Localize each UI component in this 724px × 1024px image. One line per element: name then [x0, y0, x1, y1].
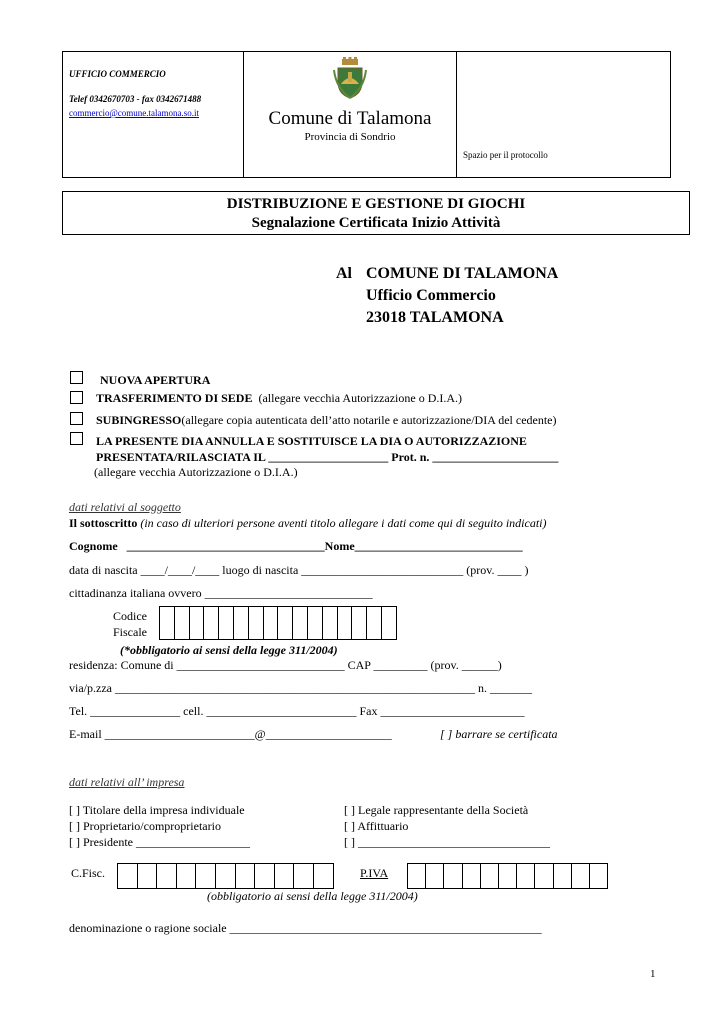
impresa-option-titolare[interactable]: [ ] Titolare della impresa individuale	[69, 803, 245, 817]
sottoscritto-note: (in caso di ulteriori persone aventi titolo allegare i dati come qui di seguito indicati)	[140, 516, 547, 530]
checkbox-nuova-apertura[interactable]	[70, 371, 83, 384]
option-trasferimento-note: (allegare vecchia Autorizzazione o D.I.A.)	[258, 391, 463, 405]
impresa-cf-boxes[interactable]	[117, 863, 334, 889]
char-box[interactable]	[216, 864, 236, 888]
office-phone: Telef 0342670703 - fax 0342671488	[69, 94, 202, 104]
document-title: DISTRIBUZIONE E GESTIONE DI GIOCHI	[226, 196, 526, 212]
char-box[interactable]	[314, 864, 334, 888]
sottoscritto-label: Il sottoscritto	[69, 516, 138, 530]
option-annulla-line1: LA PRESENTE DIA ANNULLA E SOSTITUISCE LA DIA O AUTORIZZAZIONE	[96, 434, 527, 448]
document-title-box	[62, 191, 690, 235]
cfisc-label: C.Fisc.	[71, 866, 106, 880]
char-box[interactable]	[426, 864, 444, 888]
char-box[interactable]	[367, 607, 382, 639]
char-box[interactable]	[338, 607, 353, 639]
char-box[interactable]	[408, 864, 426, 888]
nome-field[interactable]: ____________________________	[354, 539, 523, 553]
char-box[interactable]	[308, 607, 323, 639]
protocollo-space: Spazio per il protocollo	[463, 150, 548, 160]
comune-name: Comune di Talamona	[268, 108, 432, 129]
char-box[interactable]	[572, 864, 590, 888]
impresa-option-presidente[interactable]: [ ] Presidente ___________________	[69, 835, 250, 849]
char-box[interactable]	[554, 864, 572, 888]
nome-label: Nome	[324, 539, 355, 553]
char-box[interactable]	[138, 864, 158, 888]
section-heading-impresa: dati relativi all’ impresa	[69, 775, 185, 789]
impresa-option-legale[interactable]: [ ] Legale rappresentante della Società	[344, 803, 529, 817]
option-annulla-note: (allegare vecchia Autorizzazione o D.I.A.)	[94, 465, 298, 479]
impresa-note: (obbligatorio ai sensi della legge 311/2004)	[207, 889, 418, 903]
header-box	[62, 51, 671, 178]
char-box[interactable]	[444, 864, 462, 888]
char-box[interactable]	[499, 864, 517, 888]
option-trasferimento-label: TRASFERIMENTO DI SEDE	[96, 391, 253, 405]
char-box[interactable]	[264, 607, 279, 639]
codice-fiscale-boxes[interactable]	[159, 606, 397, 640]
impresa-option-affittuario[interactable]: [ ] Affittuario	[344, 819, 409, 833]
codice-label: Codice	[113, 609, 147, 623]
checkbox-subingresso[interactable]	[70, 412, 83, 425]
option-subingresso-label: SUBINGRESSO	[96, 413, 182, 427]
codice-fiscale-note: (*obbligatorio ai sensi della legge 311/2004)	[120, 643, 338, 657]
via-field[interactable]: via/p.zza ____________________________________________________________ n. _______	[69, 681, 532, 695]
char-box[interactable]	[255, 864, 275, 888]
nascita-field[interactable]: data di nascita ____/____/____ luogo di nascita ___________________________ (prov. ____ )	[69, 563, 529, 577]
fiscale-label: Fiscale	[113, 625, 147, 639]
char-box[interactable]	[175, 607, 190, 639]
cognome-nome-line[interactable]	[69, 539, 523, 554]
tel-field[interactable]: Tel. _______________ cell. _________________________ Fax ________________________	[69, 704, 525, 718]
recipient-line3: 23018 TALAMONA	[366, 309, 504, 326]
impresa-option-altro[interactable]: [ ] ________________________________	[344, 835, 550, 849]
recipient-address	[336, 263, 558, 329]
codice-fiscale-label	[113, 608, 147, 640]
char-box[interactable]	[323, 607, 338, 639]
recipient-line2: Ufficio Commercio	[366, 287, 496, 304]
cognome-field[interactable]: _________________________________	[126, 539, 325, 553]
piva-boxes[interactable]	[407, 863, 608, 889]
email-field[interactable]: E-mail _________________________@_____________________	[69, 727, 392, 741]
char-box[interactable]	[382, 607, 397, 639]
header-office-cell	[63, 52, 244, 177]
char-box[interactable]	[234, 607, 249, 639]
office-name: UFFICIO COMMERCIO	[69, 69, 166, 79]
char-box[interactable]	[219, 607, 234, 639]
recipient-prefix: Al	[336, 265, 352, 282]
char-box[interactable]	[294, 864, 314, 888]
char-box[interactable]	[535, 864, 553, 888]
header-comune-cell	[244, 52, 457, 177]
char-box[interactable]	[177, 864, 197, 888]
option-annulla-line2: PRESENTATA/RILASCIATA IL ____________________ Prot. n. _____________________	[96, 450, 559, 464]
char-box[interactable]	[249, 607, 264, 639]
page-number: 1	[650, 968, 656, 980]
char-box[interactable]	[590, 864, 608, 888]
provincia-name: Provincia di Sondrio	[304, 131, 396, 143]
char-box[interactable]	[463, 864, 481, 888]
char-box[interactable]	[352, 607, 367, 639]
coat-of-arms-icon	[328, 56, 372, 100]
option-subingresso-note: (allegare copia autenticata dell’atto notarile e autorizzazione/DIA del cedente)	[181, 413, 557, 427]
cognome-label: Cognome	[69, 539, 118, 553]
char-box[interactable]	[481, 864, 499, 888]
char-box[interactable]	[196, 864, 216, 888]
residenza-field[interactable]: residenza: Comune di ____________________________ CAP _________ (prov. ______)	[69, 658, 502, 672]
char-box[interactable]	[278, 607, 293, 639]
char-box[interactable]	[204, 607, 219, 639]
char-box[interactable]	[517, 864, 535, 888]
cittadinanza-field[interactable]: cittadinanza italiana ovvero ____________________________	[69, 586, 373, 600]
char-box[interactable]	[157, 864, 177, 888]
checkbox-trasferimento[interactable]	[70, 391, 83, 404]
option-nuova-apertura: NUOVA APERTURA	[100, 373, 211, 387]
certificata-checkbox[interactable]: [ ] barrare se certificata	[440, 727, 558, 741]
char-box[interactable]	[275, 864, 295, 888]
char-box[interactable]	[160, 607, 175, 639]
impresa-option-proprietario[interactable]: [ ] Proprietario/comproprietario	[69, 819, 221, 833]
sottoscritto-line	[69, 516, 547, 531]
char-box[interactable]	[293, 607, 308, 639]
char-box[interactable]	[190, 607, 205, 639]
option-subingresso	[96, 413, 557, 428]
piva-label: P.IVA	[360, 866, 389, 880]
section-heading-soggetto: dati relativi al soggetto	[69, 500, 181, 514]
recipient-line1: COMUNE DI TALAMONA	[366, 265, 559, 282]
char-box[interactable]	[236, 864, 256, 888]
checkbox-annulla[interactable]	[70, 432, 83, 445]
office-email-link[interactable]: commercio@comune.talamona.so.it	[69, 108, 199, 118]
option-trasferimento	[96, 391, 462, 406]
denominazione-field[interactable]: denominazione o ragione sociale ____________________________________________________	[69, 921, 542, 935]
char-box[interactable]	[118, 864, 138, 888]
document-subtitle: Segnalazione Certificata Inizio Attività	[251, 215, 501, 231]
